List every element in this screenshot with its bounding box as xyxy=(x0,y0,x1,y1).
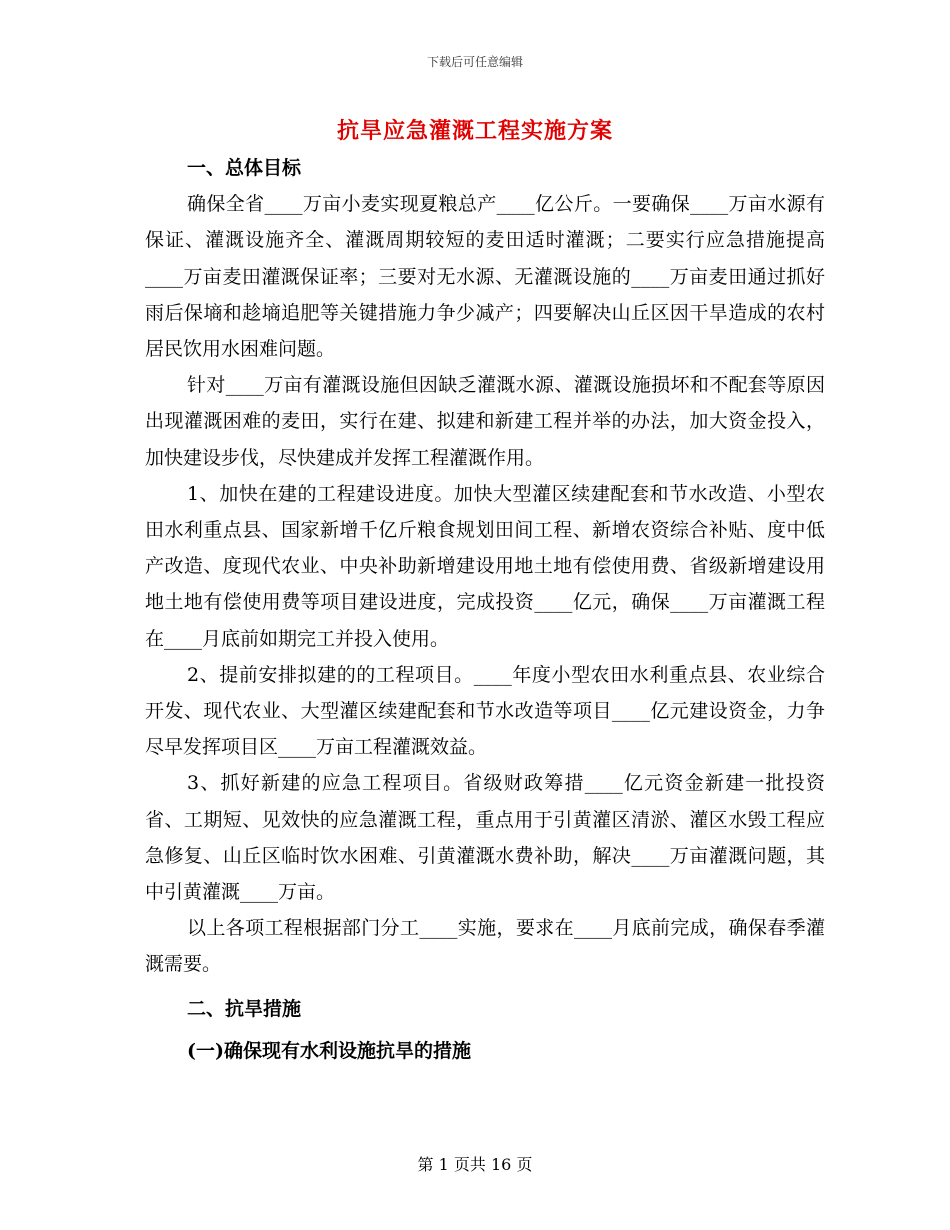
page-number: 第 1 页共 16 页 xyxy=(417,1155,533,1174)
paragraph: 2、提前安排拟建的的工程项目。____年度小型农田水利重点县、农业综合开发、现代农业、大型灌区续建配套和节水改造等项目____亿元建设资金，力争尽早发挥项目区____万亩工程灌溉效益。 xyxy=(145,663,825,759)
section-heading-overall-goal: 一、总体目标 xyxy=(187,157,302,179)
paragraph: 以上各项工程根据部门分工____实施，要求在____月底前完成，确保春季灌溉需要。 xyxy=(145,917,825,976)
subsection-heading: (一)确保现有水利设施抗旱的措施 xyxy=(187,1039,471,1062)
document-title: 抗旱应急灌溉工程实施方案 xyxy=(336,118,613,144)
page-header: 下载后可任意编辑 xyxy=(426,55,523,69)
paragraph: 确保全省____万亩小麦实现夏粮总产____亿公斤。一要确保____万亩水源有保证、灌溉设施齐全、灌溉周期较短的麦田适时灌溉；二要实行应急措施提高____万亩麦田灌溉保证率；三要对无水源、无灌溉设施的____万亩麦田通过抓好雨后保墒和趁墒追肥等关键措施力争少减产；四要解决山丘区因干旱造成的农村居民饮用水困难问题。 xyxy=(145,193,825,361)
section-heading-drought-measures: 二、抗旱措施 xyxy=(187,997,302,1020)
paragraph: 3、抓好新建的应急工程项目。省级财政筹措____亿元资金新建一批投资省、工期短、见效快的应急灌溉工程，重点用于引黄灌区清淤、灌区水毁工程应急修复、山丘区临时饮水困难、引黄灌溉水费补助，解决____万亩灌溉问题，其中引黄灌溉____万亩。 xyxy=(145,772,825,904)
document-body xyxy=(145,150,825,1069)
paragraph: 针对____万亩有灌溉设施但因缺乏灌溉水源、灌溉设施损坏和不配套等原因出现灌溉困难的麦田，实行在建、拟建和新建工程并举的办法，加大资金投入，加快建设步伐，尽快建成并发挥工程灌溉作用。 xyxy=(145,374,825,469)
paragraph: 1、加快在建的工程建设进度。加快大型灌区续建配套和节水改造、小型农田水利重点县、国家新增千亿斤粮食规划田间工程、新增农资综合补贴、度中低产改造、度现代农业、中央补助新增建设用地土地有偿使用费、省级新增建设用地土地有偿使用费等项目建设进度，完成投资____亿元，确保____万亩灌溉工程在____月底前如期完工并投入使用。 xyxy=(145,482,825,650)
